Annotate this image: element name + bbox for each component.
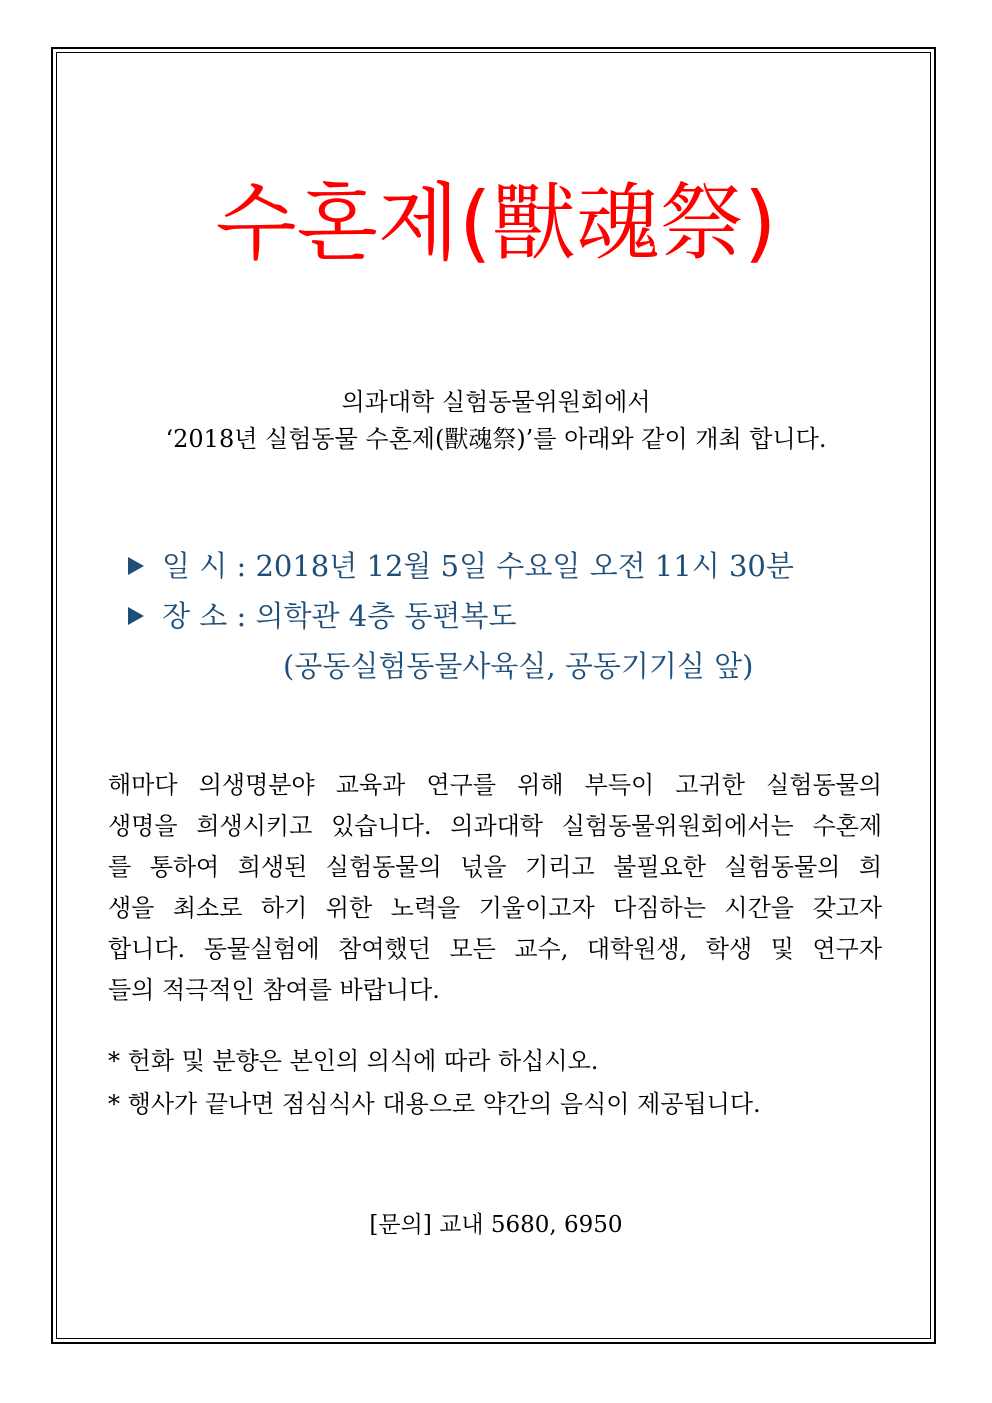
right-triangle-icon — [128, 557, 144, 575]
body-line: 합니다. 동물실험에 참여했던 모든 교수, 대학원생, 학생 및 연구자 — [108, 935, 882, 963]
body-line: 해마다 의생명분야 교육과 연구를 위해 부득이 고귀한 실험동물의 — [108, 771, 882, 799]
note-item: * 헌화 및 분향은 본인의 의식에 따라 하십시오. — [108, 1047, 599, 1075]
event-place: 장 소 : 의학관 4층 동편복도 — [162, 599, 517, 633]
right-triangle-icon — [128, 607, 144, 625]
body-line: 를 통하여 희생된 실험동물의 넋을 기리고 불필요한 실험동물의 희 — [108, 853, 882, 881]
intro-block — [0, 384, 992, 458]
intro-line-1: 의과대학 실험동물위원회에서 — [341, 388, 651, 416]
body-line: 들의 적극적인 참여를 바랍니다. — [108, 976, 440, 1004]
body-paragraph — [108, 765, 882, 1011]
event-date: 일 시 : 2018년 12월 5일 수요일 오전 11시 30분 — [162, 549, 794, 583]
contact-info: [문의] 교내 5680, 6950 — [369, 1212, 623, 1238]
notes-list — [108, 1040, 761, 1126]
body-line: 생을 최소로 하기 위한 노력을 기울이고자 다짐하는 시간을 갖고자 — [108, 894, 882, 922]
intro-line-2: ‘2018년 실험동물 수혼제(獸魂祭)’를 아래와 같이 개최 합니다. — [165, 425, 827, 453]
note-item: * 행사가 끝나면 점심식사 대용으로 약간의 음식이 제공됩니다. — [108, 1090, 761, 1118]
event-place-row — [128, 591, 794, 641]
event-date-row — [128, 541, 794, 591]
body-line: 생명을 희생시키고 있습니다. 의과대학 실험동물위원회에서는 수혼제 — [108, 812, 882, 840]
page-title: 수혼제(獸魂祭) — [215, 174, 777, 272]
event-place-detail: (공동실험동물사육실, 공동기기실 앞) — [283, 649, 754, 683]
event-info — [128, 541, 794, 691]
event-place-detail-row — [128, 641, 794, 691]
